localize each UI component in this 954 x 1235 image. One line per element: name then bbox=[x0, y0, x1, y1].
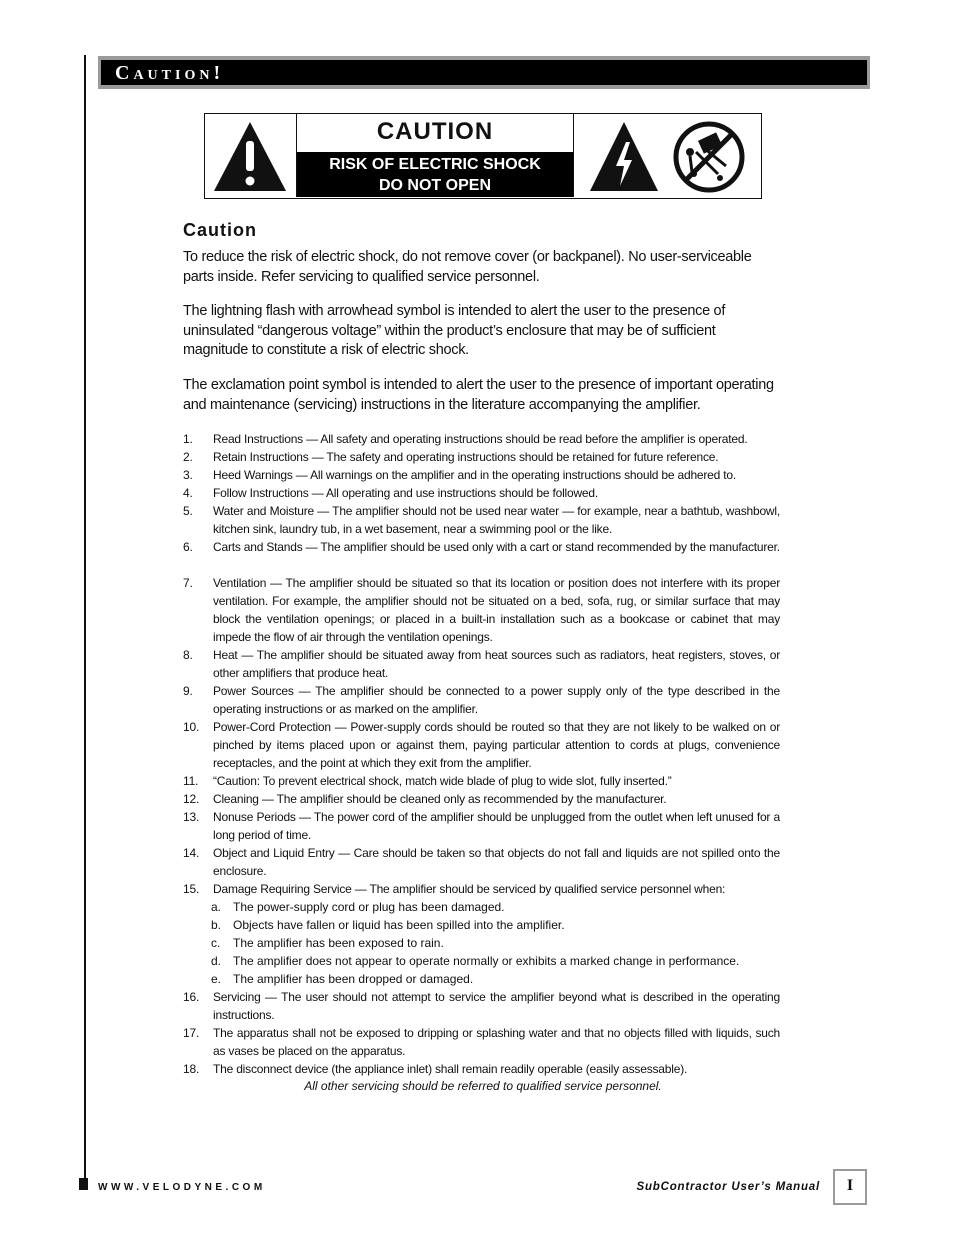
item-number: 10. bbox=[183, 720, 200, 734]
lightning-triangle-icon bbox=[586, 114, 662, 197]
item-text: Follow Instructions — All operating and use instructions should be followed. bbox=[213, 486, 599, 500]
section-header-inner bbox=[101, 60, 867, 85]
warning-left-cell bbox=[205, 114, 297, 197]
item-number: 6. bbox=[183, 540, 193, 554]
warning-text-cell bbox=[297, 114, 574, 197]
paragraph-lightning: The lightning flash with arrowhead symbol is intended to alert the user to the presence of uninsulated “dangerous voltage” within the product’s enclosure that may be of sufficient magnitude to constitute a risk of electric shock. bbox=[183, 303, 726, 358]
item-text: Retain Instructions — The safety and operating instructions should be retained for future reference. bbox=[213, 450, 719, 464]
caution-heading: Caution bbox=[183, 220, 257, 240]
item-number: 13. bbox=[183, 810, 200, 824]
item-number: 11. bbox=[183, 774, 199, 788]
sub-item-letter: a. bbox=[211, 900, 222, 914]
sub-item-text: The amplifier has been exposed to rain. bbox=[233, 936, 444, 950]
item-text: Heed Warnings — All warnings on the amplifier and in the operating instructions should be adhered to. bbox=[213, 468, 737, 482]
page-number-box bbox=[833, 1169, 867, 1205]
item-text: Servicing — The user should not attempt to service the amplifier beyond what is described in the operating instructions. bbox=[213, 990, 780, 1022]
sub-item-text: The amplifier has been dropped or damaged. bbox=[233, 972, 474, 986]
item-number: 9. bbox=[183, 684, 193, 698]
page-number: I bbox=[846, 1177, 854, 1194]
item-text: “Caution: To prevent electrical shock, match wide blade of plug to wide slot, fully inserted.” bbox=[213, 774, 672, 788]
warning-line-1: RISK OF ELECTRIC SHOCK bbox=[329, 156, 541, 173]
sub-item-letter: c. bbox=[211, 936, 221, 950]
item-number: 2. bbox=[183, 450, 193, 464]
item-text: Power-Cord Protection — Power-supply cords should be routed so that they are not likely to be walked on or pinched by items placed upon or against them, paying particular attention to cords at plugs, convenience receptacles, and the point at which they exit from the amplifier. bbox=[213, 720, 780, 770]
item-number: 4. bbox=[183, 486, 193, 500]
footer-website: WWW.VELODYNE.COM bbox=[98, 1182, 266, 1193]
item-text: Heat — The amplifier should be situated away from heat sources such as radiators, heat registers, stoves, or other amplifiers that produce heat. bbox=[213, 648, 780, 680]
item-number: 15. bbox=[183, 882, 200, 896]
item-text: Power Sources — The amplifier should be connected to a power supply only of the type described in the operating instructions or as marked on the amplifier. bbox=[213, 684, 780, 716]
paragraph-exclamation: The exclamation point symbol is intended to alert the user to the presence of important operating and maintenance (servicing) instructions in the literature accompanying the amplifier. bbox=[183, 377, 774, 413]
item-text: The apparatus shall not be exposed to dripping or splashing water and that no objects filled with liquids, such as vases be placed on the apparatus. bbox=[213, 1026, 780, 1058]
sub-item-text: The power-supply cord or plug has been damaged. bbox=[233, 900, 505, 914]
page-title: Caution! bbox=[115, 62, 225, 84]
warning-caution-title: CAUTION bbox=[376, 118, 494, 145]
item-text: Read Instructions — All safety and operating instructions should be read before the amplifier is operated. bbox=[213, 432, 748, 446]
warning-line-2: DO NOT OPEN bbox=[378, 177, 491, 194]
sub-item-letter: d. bbox=[211, 954, 222, 968]
item-number: 17. bbox=[183, 1026, 200, 1040]
left-margin-rule bbox=[84, 55, 86, 1180]
caution-warning-label bbox=[204, 113, 762, 199]
sub-item-text: Objects have fallen or liquid has been spilled into the amplifier. bbox=[233, 918, 565, 932]
closing-note: All other servicing should be referred to qualified service personnel. bbox=[304, 1079, 662, 1093]
item-text: Nonuse Periods — The power cord of the amplifier should be unplugged from the outlet when left unused for a long period of time. bbox=[213, 810, 780, 842]
item-number: 7. bbox=[183, 576, 193, 590]
warning-shock-panel bbox=[297, 152, 573, 197]
sub-item-letter: b. bbox=[211, 918, 222, 932]
left-margin-marker bbox=[79, 1178, 88, 1190]
item-number: 12. bbox=[183, 792, 200, 806]
item-text: The disconnect device (the appliance inlet) shall remain readily operable (easily assessable). bbox=[213, 1062, 688, 1076]
sub-item-text: The amplifier does not appear to operate normally or exhibits a marked change in performance. bbox=[233, 954, 740, 968]
footer-manual-title: SubContractor User’s Manual bbox=[636, 1181, 820, 1193]
item-number: 8. bbox=[183, 648, 193, 662]
item-text: Carts and Stands — The amplifier should be used only with a cart or stand recommended by the manufacturer. bbox=[213, 540, 780, 554]
exclamation-triangle-icon bbox=[205, 114, 296, 197]
item-text: Object and Liquid Entry — Care should be taken so that objects do not fall and liquids are not spilled onto the enclosure. bbox=[213, 846, 780, 878]
cart-tipover-icon bbox=[670, 118, 748, 196]
item-number: 1. bbox=[183, 432, 193, 446]
item-number: 18. bbox=[183, 1062, 200, 1076]
item-text: Water and Moisture — The amplifier should not be used near water — for example, near a bathtub, washbowl, kitchen sink, laundry tub, in a wet basement, near a swimming pool or the like. bbox=[213, 504, 780, 536]
item-number: 3. bbox=[183, 468, 193, 482]
item-number: 14. bbox=[183, 846, 200, 860]
item-number: 5. bbox=[183, 504, 193, 518]
item-text: Damage Requiring Service — The amplifier should be serviced by qualified service personnel when: bbox=[213, 882, 726, 896]
section-header bbox=[98, 56, 870, 89]
paragraph-cover: To reduce the risk of electric shock, do not remove cover (or backpanel). No user-serviceable parts inside. Refer servicing to qualified service personnel. bbox=[183, 249, 752, 285]
item-text: Ventilation — The amplifier should be situated so that its location or position does not interfere with its proper ventilation. For example, the amplifier should not be situated on a bed, sofa, rug, or similar surface that may block the ventilation openings; or placed in a built-in installation such as a bookcase or cabinet that may impede the flow of air through the ventilation openings. bbox=[213, 576, 780, 644]
sub-item-letter: e. bbox=[211, 972, 222, 986]
warning-right-cell bbox=[574, 114, 760, 197]
item-text: Cleaning — The amplifier should be cleaned only as recommended by the manufacturer. bbox=[213, 792, 667, 806]
item-number: 16. bbox=[183, 990, 200, 1004]
